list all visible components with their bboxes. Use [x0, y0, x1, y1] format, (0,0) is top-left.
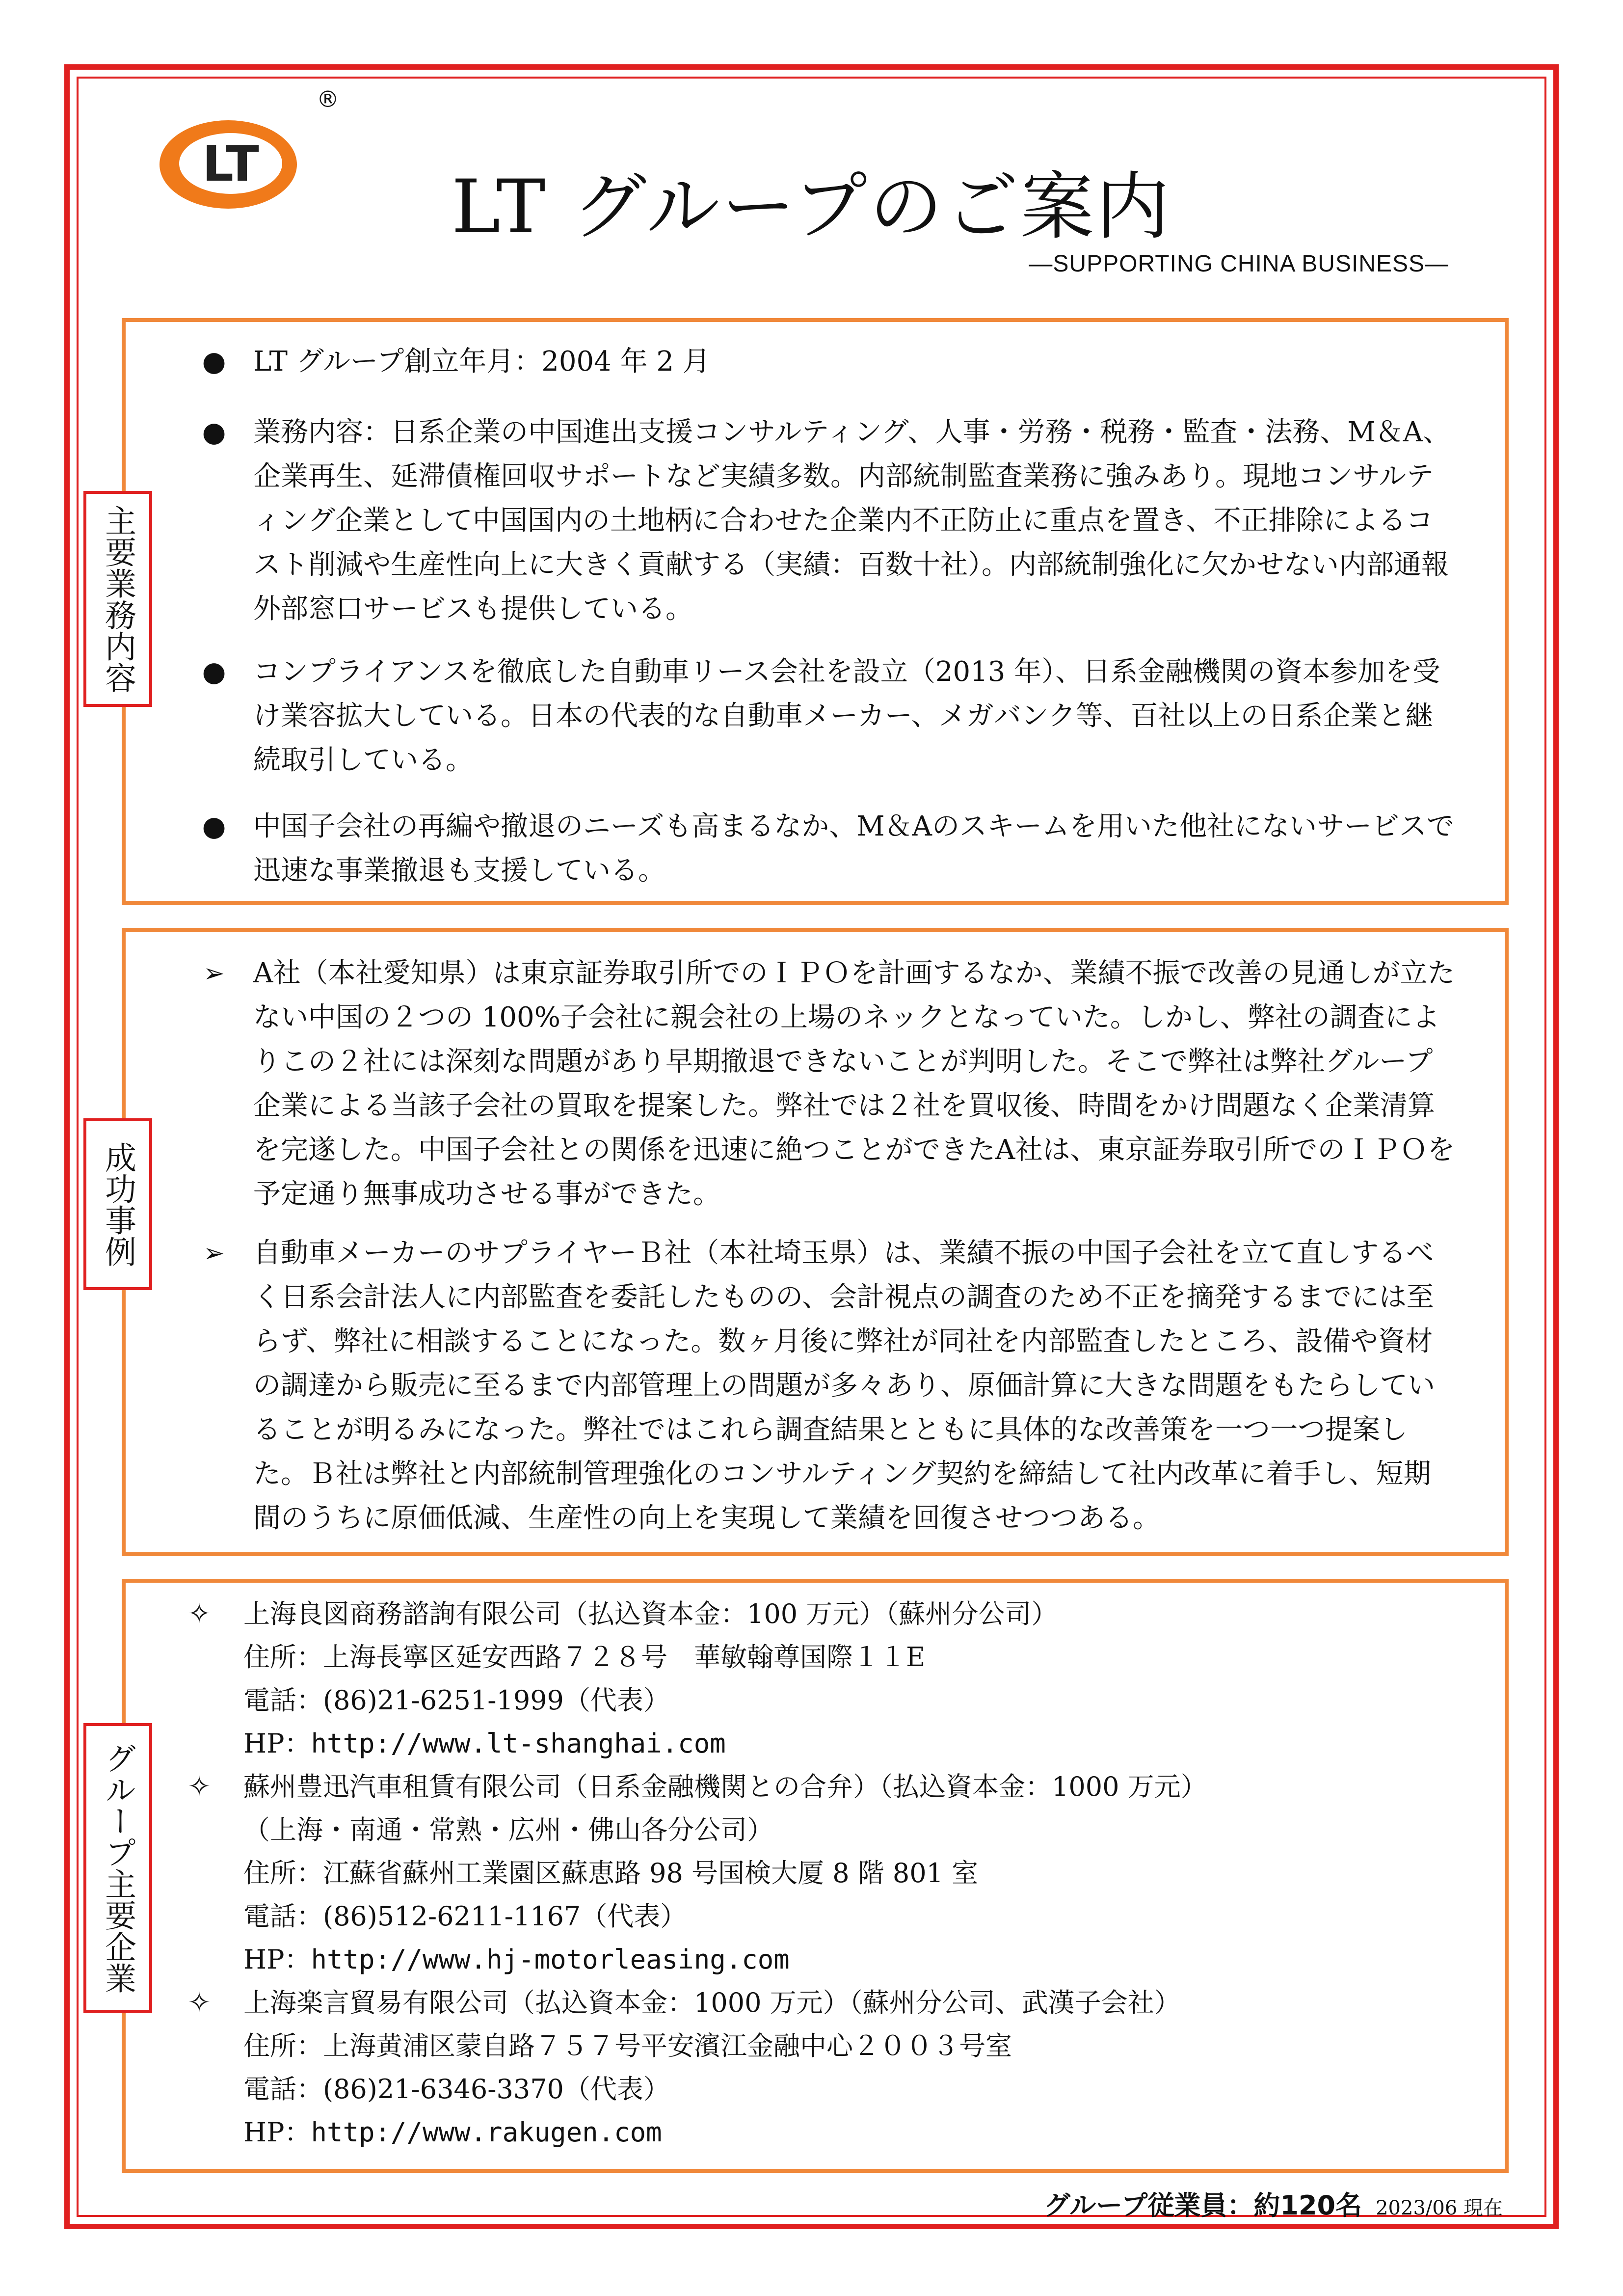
main-business-text: 業務内容：日系企業の中国進出支援コンサルティング、人事・労務・税務・監査・法務、M＆A、企業再生、延滞債権回収サポートなど実績多数。内部統制監査業務に強みあり。現地コンサルティング企業として中国国内の土地柄に合わせた企業内不正防止に重点を置き、不正排除によるコスト削減や生産性向上に大きく貢献する（実績：百数十社）。内部統制強化に欠かせない内部通報外部窓口サービスも提供している。 — [253, 416, 1451, 625]
main-business-text: LT グループ創立年月：2004 年 2 月 — [253, 346, 710, 378]
company-hp-link[interactable]: http://www.rakugen.com — [311, 2117, 662, 2148]
section-label-cases: 成功事例 — [83, 1118, 152, 1290]
company-phone: 電話：(86)512-6211-1167（代表） — [243, 1901, 687, 1932]
section-label-companies: グループ主要企業 — [83, 1723, 152, 2013]
success-cases-box — [122, 928, 1509, 1556]
bullet-icon: ● — [202, 810, 226, 842]
diamond-bullet-icon: ✧ — [187, 1987, 211, 2019]
hp-label: HP： — [243, 1728, 311, 1759]
bullet-icon: ● — [202, 416, 226, 448]
page-subtitle: —SUPPORTING CHINA BUSINESS— — [1029, 251, 1449, 277]
footer — [1044, 2185, 1503, 2222]
as-of-date: 2023/06 現在 — [1376, 2197, 1503, 2219]
company-hp-link[interactable]: http://www.hj-motorleasing.com — [311, 1944, 790, 1975]
success-case-text: 自動車メーカーのサプライヤーＢ社（本社埼玉県）は、業績不振の中国子会社を立て直しするべく日系会計法人に内部監査を委託したものの、会計視点の調査のため不正を摘発するまでには至らず、弊社に相談することになった。数ヶ月後に弊社が同社を内部監査したところ、設備や資材の調達から販売に至るまで内部管理上の問題が多々あり、原価計算に大きな問題をもたらしていることが明るみになった。弊社ではこれら調査結果とともに具体的な改善策を一つ一つ提案した。Ｂ社は弊社と内部統制管理強化のコンサルティング契約を締結して社内改革に着手し、短期間のうちに原価低減、生産性の向上を実現して業績を回復させつつある。 — [253, 1237, 1435, 1534]
bullet-icon: ● — [202, 346, 226, 378]
company-hp — [243, 1938, 790, 1981]
company-name: 上海楽言貿易有限公司（払込資本金：1000 万元）（蘇州分公司、武漢子会社） — [243, 1987, 1181, 2018]
company-hp — [243, 2111, 662, 2154]
employee-count: グループ従業員：約120名 — [1043, 2190, 1362, 2221]
main-business-box — [122, 318, 1509, 905]
hp-label: HP： — [243, 2117, 311, 2148]
arrow-bullet-icon: ➢ — [203, 959, 225, 988]
section-label-main: 主要業務内容 — [83, 491, 152, 707]
company-phone: 電話：(86)21-6251-1999（代表） — [243, 1685, 670, 1716]
company-address: 住所：上海長寧区延安西路７２８号 華敏翰尊国際１１E — [243, 1642, 926, 1673]
page-title: LT グループのご案内 — [451, 164, 1172, 250]
company-phone: 電話：(86)21-6346-3370（代表） — [243, 2074, 670, 2105]
company-hp — [243, 1722, 726, 1765]
logo-text: LT — [202, 135, 259, 192]
success-case-text: A社（本社愛知県）は東京証券取引所でのＩＰＯを計画するなか、業績不振で改善の見通しが立たない中国の２つの 100%子会社に親会社の上場のネックとなっていた。しかし、弊社の調査によりこの２社には深刻な問題があり早期撤退できないことが判明した。そこで弊社は弊社グループ企業による当該子会社の買取を提案した。弊社では２社を買収後、時間をかけ問題なく企業清算を完遂した。中国子会社との関係を迅速に絶つことができたA社は、東京証券取引所でのＩＰＯを予定通り無事成功させる事ができた。 — [253, 957, 1455, 1210]
company-hp-link[interactable]: http://www.lt-shanghai.com — [311, 1728, 726, 1759]
main-business-text: 中国子会社の再編や撤退のニーズも高まるなか、M＆Aのスキームを用いた他社にないサービスで迅速な事業撤退も支援している。 — [253, 810, 1454, 887]
company-branches: （上海・南通・常熟・広州・佛山各分公司） — [243, 1814, 773, 1845]
company-name: 上海良図商務諮詢有限公司（払込資本金：100 万元）（蘇州分公司） — [243, 1598, 1058, 1629]
arrow-bullet-icon: ➢ — [203, 1239, 225, 1268]
company-address: 住所：江蘇省蘇州工業園区蘇恵路 98 号国検大厦 8 階 801 室 — [243, 1858, 979, 1889]
hp-label: HP： — [243, 1944, 311, 1975]
diamond-bullet-icon: ✧ — [187, 1598, 211, 1630]
bullet-icon: ● — [202, 656, 226, 688]
main-business-text: コンプライアンスを徹底した自動車リース会社を設立（2013 年）、日系金融機関の資本参加を受け業容拡大している。日本の代表的な自動車メーカー、メガバンク等、百社以上の日系企業と継続取引している。 — [253, 656, 1440, 776]
group-companies-box — [122, 1579, 1509, 2173]
registered-mark: ® — [317, 86, 339, 112]
diamond-bullet-icon: ✧ — [187, 1771, 211, 1803]
company-name: 蘇州豊迅汽車租賃有限公司（日系金融機関との合弁）（払込資本金：1000 万元） — [243, 1771, 1207, 1802]
company-address: 住所：上海黄浦区蒙自路７５７号平安濱江金融中心２００３号室 — [243, 2030, 1012, 2061]
